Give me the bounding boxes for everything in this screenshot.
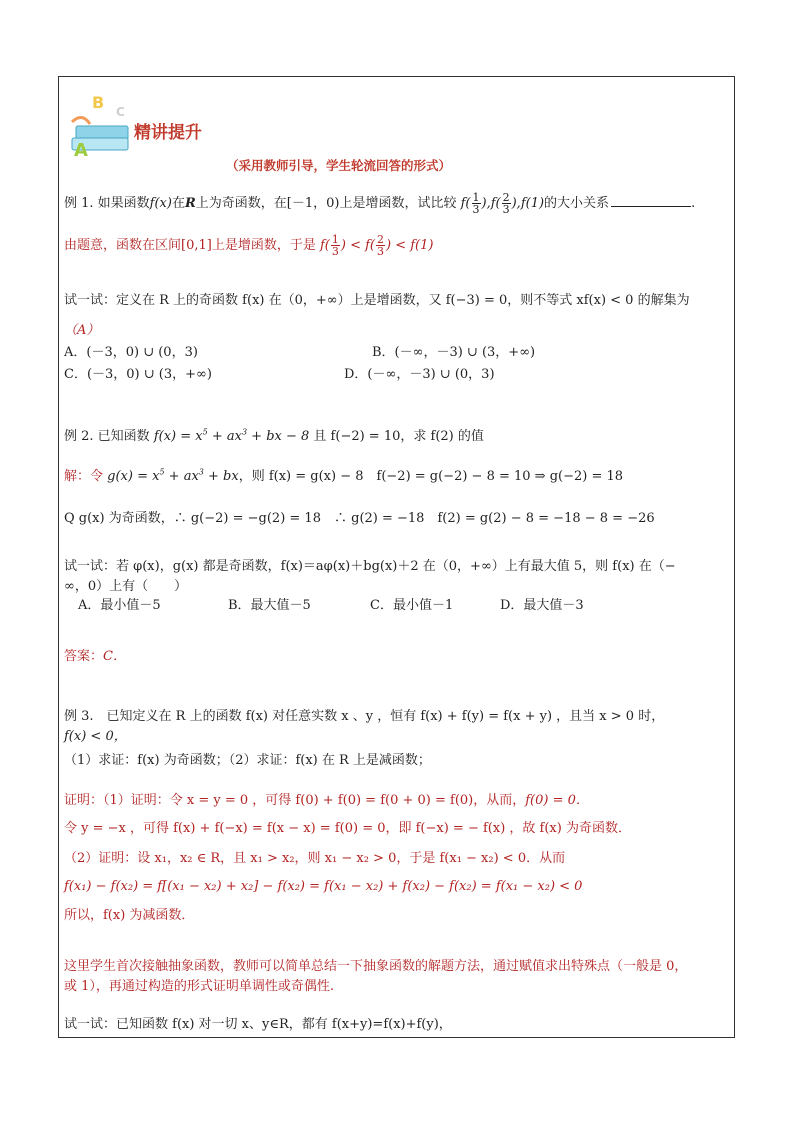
- abc-books-logo: [66, 88, 136, 160]
- example-2-try-2: ∞，0）上有（ ）: [64, 579, 188, 594]
- example-1-question: 例 1. 如果函数f(x)在R上为奇函数，在[－1，0)上是增函数，试比较 f( $\frac{1}{3}$ ),f( $\frac{2}{3}$ ),f(1)的大小关系 .: [64, 191, 696, 216]
- example-1-answer: 由题意，函数在区间[0,1]上是增函数，于是 f( $\frac{1}{3}$ ) < f( $\frac{2}{3}$ ) < f(1): [64, 233, 434, 258]
- svg-text:C: C: [116, 105, 125, 119]
- option-a: A．最小值－5: [78, 598, 161, 613]
- svg-text:B: B: [92, 93, 105, 112]
- example-3-question-2: f(x) < 0，: [64, 729, 127, 744]
- proof-line-1: 证明：（1）证明：令 x = y = 0 ，可得 f(0) + f(0) = f(0 + 0) = f(0)，从而，f(0) = 0．: [64, 793, 589, 808]
- teacher-note-2: 或 1），再通过构造的形式证明单调性或奇偶性.: [64, 979, 335, 994]
- example-2-question: 例 2. 已知函数 $f(x) = x^5 + ax^3$ + bx − 8 且 f(−2) = 10，求 f(2) 的值: [64, 427, 484, 444]
- proof-line-4: f(x₁) − f(x₂) = f[(x₁ − x₂) + x₂] − f(x₂) = f(x₁ − x₂) + f(x₂) − f(x₂) = f(x₁ − x₂) < 0: [64, 879, 583, 894]
- svg-text:A: A: [74, 140, 88, 160]
- example-2-solution: 解：令 $g(x) = x^5 + ax^3$ + bx，则 f(x) = g(x) − 8 f(−2) = g(−2) − 8 = 10 ⇒ g(−2) = 18: [64, 467, 624, 484]
- example-2-answer: 答案：C．: [64, 649, 126, 664]
- section-subtitle: （采用教师引导，学生轮流回答的形式）: [226, 158, 452, 173]
- answer-blank: [611, 194, 691, 207]
- teacher-note: 这里学生首次接触抽象函数，教师可以简单总结一下抽象函数的解题方法，通过赋值求出特殊点（一般是 0，: [64, 959, 688, 974]
- option-c: C．(－3，0) ∪ (3，+∞): [64, 367, 212, 382]
- section-title: 精讲提升: [134, 123, 202, 143]
- option-b: B．最大值－5: [228, 598, 311, 613]
- proof-line-2: 令 y = −x ，可得 f(x) + f(−x) = f(x − x) = f(0) = 0，即 f(−x) = − f(x) ，故 f(x) 为奇函数．: [64, 821, 631, 836]
- option-d: D．(－∞，－3) ∪ (0，3): [344, 367, 495, 382]
- example-3-question: 例 3. 已知定义在 R 上的函数 f(x) 对任意实数 x 、y ，恒有 f(x) + f(y) = f(x + y) ，且当 x > 0 时，: [64, 709, 665, 724]
- example-2-try: 试一试：若 φ(x)，g(x) 都是奇函数，f(x)＝aφ(x)＋bg(x)＋2 在（0，+∞）上有最大值 5，则 f(x) 在（−: [64, 559, 676, 574]
- proof-line-3: （2）证明：设 x₁，x₂ ∈ R，且 x₁ > x₂，则 x₁ − x₂ > 0，于是 f(x₁ − x₂) < 0．从而: [64, 851, 566, 866]
- example-3-try: 试一试：已知函数 f(x) 对一切 x、y∈R，都有 f(x+y)=f(x)+f(y)，: [64, 1017, 452, 1032]
- option-b: B．(－∞，－3) ∪ (3，+∞): [372, 345, 536, 360]
- example-1-try-answer: （A）: [64, 323, 100, 338]
- option-a: A．(－3，0) ∪ (0，3): [64, 345, 198, 360]
- example-1-try: 试一试：定义在 R 上的奇函数 f(x) 在（0，+∞）上是增函数，又 f(−3) = 0，则不等式 xf(x) < 0 的解集为: [64, 293, 690, 308]
- example-2-solution-2: Q g(x) 为奇函数，∴ g(−2) = −g(2) = 18 ∴ g(2) = −18 f(2) = g(2) − 8 = −18 − 8 = −26: [64, 511, 655, 526]
- example-3-tasks: （1）求证：f(x) 为奇函数；（2）求证：f(x) 在 R 上是减函数；: [64, 753, 431, 768]
- option-c: C．最小值－1: [370, 598, 454, 613]
- proof-line-5: 所以，f(x) 为减函数．: [64, 908, 195, 923]
- option-d: D．最大值－3: [500, 598, 584, 613]
